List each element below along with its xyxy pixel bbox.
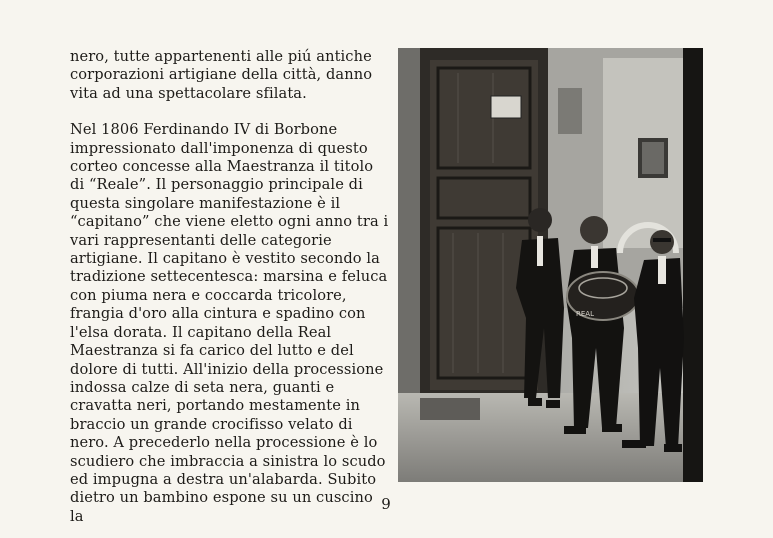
paragraph-1: nero, tutte appartenenti alle piú antiche corporazioni artigiane della città, danno vita ad una spettacolare sfilata. bbox=[70, 48, 373, 102]
procession-photo bbox=[398, 48, 703, 482]
page-number: 9 bbox=[381, 495, 391, 513]
shield-text: REAL bbox=[576, 310, 594, 318]
body-text bbox=[70, 48, 390, 526]
paragraph-2: Nel 1806 Ferdinando IV di Borbone impressionato dall'imponenza di questo corteo concesse alla Maestranza il titolo di “Reale”. Il personaggio principale di questa singolare manifestazione è il “capitano” che viene eletto ogni anno tra i vari rappresentanti delle categorie artigiane. Il capitano è vestito secondo la tradizione settecentesca: marsina e feluca con piuma nera e coccarda tricolore, frangia d'oro alla cintura e spadino con l'elsa dorata. Il capitano della Real Maestranza si fa carico del lutto e del dolore di tutti. All'inizio della processione indossa calze di seta nera, guanti e cravatta neri, portando mestamente in braccio un grande crocifisso velato di nero. A precederlo nella processione è lo scudiero che imbraccia a sinistra lo scudo ed impugna a destra un'alabarda. Subito dietro un bambino espone su un cuscino la bbox=[70, 121, 389, 525]
